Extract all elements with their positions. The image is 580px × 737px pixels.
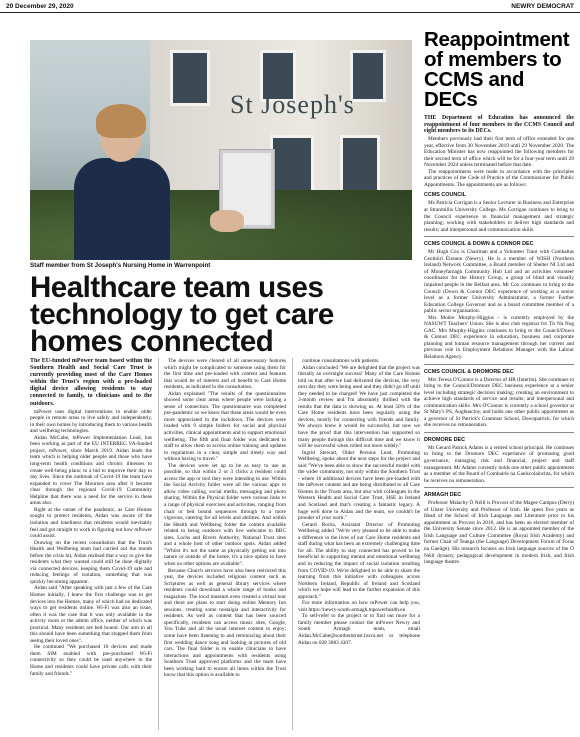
- section-rule: [424, 364, 574, 365]
- sidebar-article: [424, 14, 574, 734]
- paragraph: Right at the outset of the pandemic, as Care Homes sought to protect residents, Aidan was aware of the isolation and loneliness that residents would inevitably feel and got straight to work in figuring out how mPower could assist.: [30, 506, 152, 540]
- paragraph: Mr Gerard Patrick Adams is a retired school principal. He continues to bring to the Dromore DEC experience of promoting good governance, managing risk and financial, project and staff management. Mr Adams currently holds one other public appointment as a member of the Board of Comhairle na Gaelscolaíochta, for which he receives no remuneration.: [424, 444, 574, 484]
- paragraph: Mrs Mońre Murphy-Higgins - is currently employed by the NASUWT Teachers' Union. She is also club registrar for Tír Na Nog GAC. Mrs Murphy-Higgins continues to bring to the Council/Down & Connor DEC experience in education, business and corporate planning and human resource management through her current and previous role in Employment Relations Manager with the Labour Relations Agency.: [424, 314, 574, 360]
- paragraph: Mr Hugh Cox is Chairman and a Volunteer Tutor with Comhaltas Ceoltóirí Éireann (Newry). He is a member of WISH (Northern Ireland) Network Committee, a Board member of Shelter NI Ltd and of Moneyfarnagh Community Hub Ltd and an activities volunteer coordinator for the History Group, a group of blind and visually impaired people in the Belfast area. Mr Cox continues to bring to the Council (Down & Connor DEC experience of working at a senior level as a former University Administrator, a former Further Education College Governor and as a board committee member of a public sector organisation.: [424, 249, 574, 315]
- paragraph: Because Church services have also been restricted this year, the devices included religious content such as Scriptures as well as general library services where residents could download a whole range of books and magazines. The local museum even created a virtual tour and there are plans to start doing online Memory Inn sessions, creating some nostalgia and interactivity for residents. As well as content that has been sourced specifically, residents can access music sites, Google, You Tube and all the usual internet content to enjoy; some have been listening to and reminiscing about their first wedding dance song and looking at pictures of old cars. The final folder is to enable clinicians to have interactions and appointments with residents using Southern Trust approved platforms and the team have been working hard to ensure all items within the Trust know that this option is available to: [164, 567, 286, 679]
- paragraph: He continued "We purchased 10 devices and made them SIM enabled with pre-purchased Wi-Fi connectivity so they could be used anywhere in the Home and residents could have private calls with their family and friends.": [30, 644, 152, 677]
- paragraph: To self-refer to the project or to find out more for a family member please contact the mPower Newry and South Armagh team, email Aidan.McCabe@southerntrust.hscni.net or telephone Aidan on 028 3083 4307.: [298, 613, 420, 646]
- person-hand: [210, 210, 244, 232]
- paragraph: Ms Patricia Corrigan is a Senior Lecturer in Business and Enterprise at Stranmillis University College. Ms Corrigan continues to bring to the Council experience in financial management and strategic planning; working with stakeholders to deliver high standards and results; and interpersonal and communication skills.: [424, 200, 574, 233]
- header-rule: [0, 12, 580, 13]
- section-heading: ARMAGH DEC: [424, 492, 462, 499]
- paragraph: Drawing on the recent consultation that the Trust's Health and Wellbeing team had carried out the month before the crisis hit, Aidan realised that a way to give the residents what they wanted could still be done digitally via connected devices, keeping them Covid-19 safe and reducing feelings of isolation, something that was quickly becoming apparent.: [30, 539, 152, 585]
- page-header: [0, 0, 580, 14]
- section-rule: [424, 236, 574, 237]
- paragraph: Gerard Rocks, Assistant Director of Promoting Wellbeing added "We're very pleased to be able to make a difference in the lives of our Care Home residents and staff during what has been an extremely challenging time for all. The ability to stay connected has proved to be beneficial in supporting mental and emotional wellbeing and in reducing the impact of social isolation resulting from COVID-19. We're delighted to be able to share the learning from this initiative with colleagues across Northern Ireland, Republic of Ireland and Scotland which we hope will lead to the further expansion of this approach.": [298, 521, 420, 600]
- paragraph: The reappointments were made in accordance with the principles and practices of the Code of Practice of the Commissioner for Public Appointments. The appointments are as follows:: [424, 168, 574, 188]
- paragraph: mPower uses digital interventions to enable older people in remote areas to live safely and independently, in their own homes by introducing them to various health and wellbeing technologies.: [30, 408, 152, 435]
- section-heading: CCMS COUNCIL & DOWN & CONNOR DEC: [424, 241, 534, 248]
- paragraph: Aidan concluded "We are delighted that the project was literally an overnight success! Many of the Care Homes told us that after we had delivered the devices, the very next day they were being used and they didn't go off until they needed to be charged! We have just completed the 3-month review and I'm absolutely thrilled with the results that the data is showing us. At least 50% of the Care Home residents have been regularly using the devices, mostly for connecting with friends and family. We always knew it would be successful, but now we have the proof that this intervention has supported so many people through this difficult time and we know it will be successful when rolled out more widely.": [298, 364, 420, 450]
- section-rule: [424, 432, 574, 433]
- section-heading: CCMS COUNCIL & DROMORE DEC: [424, 368, 514, 375]
- paragraph: Ingrid Stewart, Older Persons Lead, Promoting Wellbeing, spoke about the next steps for the project and said "We've been able to show the successful model with the wider community, not only within the Southern Trust - where 16 additional devices have been pre-loaded with the mPower content and are being distributed to all Care Homes in the Trusts area, but also with colleagues in the Western Health and Social Care Trust, HSE in Ireland and Scotland and that's creating a fantastic legacy. A huge well done to Aidan and the team, we couldn't be prouder of your work.": [298, 449, 420, 522]
- section-heading: DROMORE DEC: [424, 436, 466, 443]
- paragraph: Aidan said "After speaking with just a few of the Care Homes initially, I knew the first challenge was to get devices into the Homes, many of which had no dedicated ways to get residents online. Wi-Fi was also an issue, often it was the case that it was only available in the activity room or the admin office, neither of which was practical. Many residents are bed bound. Our aim in all this should have been something that stopped them from seeing their loved ones".: [30, 585, 152, 644]
- paragraph: The devices were cleared of all unnecessary features which might be complicated to someone using them for the first time and pre-loaded with content and features that would be of interest and of benefit to Care Home residents, as indicated in the consultation.: [164, 358, 286, 391]
- person-hair: [96, 104, 146, 138]
- publication-name: NEWRY DEMOCRAT: [511, 3, 574, 10]
- paragraph: Members previously had their first term of office extended for one year, effective from 30 November 2019 until 29 November 2020. The Education Minister has now reappointed the following members for their second term of office which will be for a four-year term until 29 November 2024 unless terminated before that date.: [424, 136, 574, 169]
- paragraph: continue consultations with patients.: [302, 358, 380, 364]
- article-headline: Healthcare team uses technology to get care homes connected: [30, 271, 334, 358]
- paragraph: Professor Malachy Ó Néill is Provost of the Magee Campus (Derry) of Ulster University and Professor of Irish. He spent five years as Head of the School of Irish Language and Literature prior to his appointment as Provost in 2016, and has been an elected member of the University Senate since 2012. He is an appointed member of the Irish Language and Culture Committee (Royal Irish Academy) and former Chair of Teanga (the Language) Development Forum of Foras na Gaeilge). His research focuses on Irish language sources of the Ó Néill dynasty, pedagogical development in modern Irish, and Irish language theatre.: [424, 500, 574, 566]
- person-body: [74, 158, 170, 260]
- article-column-1: [30, 358, 152, 730]
- article-column-2: [164, 358, 286, 730]
- sidebar-lead: THE Department of Education has announced the reappointment of four members to the CCMS Council and eight members to its DECs.: [424, 115, 574, 135]
- photo-window: [170, 50, 210, 106]
- article-lead: The EU-funded mPower team based within the Southern Health and Social Care Trust is currently providing most of the Care Homes within the Trust's region with a pre-loaded digital device allowing residents to stay connected to family, to clinicians and to the outdoors.: [30, 358, 152, 407]
- paragraph: Mrs Teresa O'Connor is a Director of HR (Interim). She continues to bring to the Council/Dromore DEC business experience at a senior level including strategic decision making; creating an environment to achieve high standards of service and results; and interpersonal and communication skills. Mrs O'Connor is currently a school governor at St Mary's PS, Aughnacloy, and holds one other public appointment as a governor of St Patrick's Grammar School, Downpatrick, for which she receives no remuneration.: [424, 376, 574, 429]
- paragraph: Aidan McCabe, mPower Implementation Lead, has been working as part of the EU INTERREG VA-funded project, mPower, since March 2019. Aidan leads the team which is helping older people and those who have long-term health conditions and chronic illnesses to create well-being plans; to a bid to improve their day to day lives. Since the outbreak of Covid-19 the team have expanded to cover The Mournes area after it became clear through the regional Covid-19 Community Helpline that there was a need for the service in these areas also.: [30, 434, 152, 507]
- photo-person: [70, 110, 170, 260]
- paragraph: The devices were set up to be as easy to use as possible, so that within 2 or 3 clicks a resident could access the app or tool they were intending to use. Within the Social Activity folder were all the various apps to allow video calling, social media, messaging and photo sharing. Within the Physical folder were various links to a range of physical exercises and activities, ranging from chair or bed bound sequences through to a more vigorous, catering for all levels and abilities. And within the Health and Wellbeing folder the content available related to being outdoors with live webcams to BBC sites, Lochs and Rivers Authority, National Trust sites and a whole host of other outdoor spots. Aidan added "Whilst it's not the same as physically getting out into nature or outside of the home, it's a nice option to have when no other options are available".: [164, 462, 286, 567]
- article-body: [30, 358, 420, 730]
- article-column-3: [298, 358, 420, 730]
- column-divider: [292, 358, 293, 730]
- article-photo: [30, 40, 412, 260]
- paragraph: For more information on how mPower can help you, visit https://newry-south-armagh.mpowerhealth.eu: [298, 600, 420, 613]
- section-rule: [424, 487, 574, 488]
- page-date: 20 December 29, 2020: [6, 3, 74, 10]
- column-divider: [158, 358, 159, 730]
- photo-caption: Staff member from St Joseph's Nursing Home in Warrenpoint: [30, 262, 211, 269]
- section-heading: CCMS COUNCIL: [424, 192, 466, 199]
- paragraph: Aidan explained "The results of the questionnaires showed some clear areas where people were lacking a sense of connection. The questionnaire was completed pre-pandemic so we knew that these areas would be even more appreciated in the lockdown. The devices were loaded with 9 simple folders for social and physical activities, clinical appointments and to support emotional wellbeing. The fifth and final folder was dedicated to staff to allow them to access online training and updates to regulations in a clear, simple and timely way and without having to travel.": [164, 390, 286, 463]
- sidebar-headline: Reappointment of members to CCMS and DECs: [424, 28, 570, 111]
- photo-sign: St Joseph's: [230, 90, 355, 119]
